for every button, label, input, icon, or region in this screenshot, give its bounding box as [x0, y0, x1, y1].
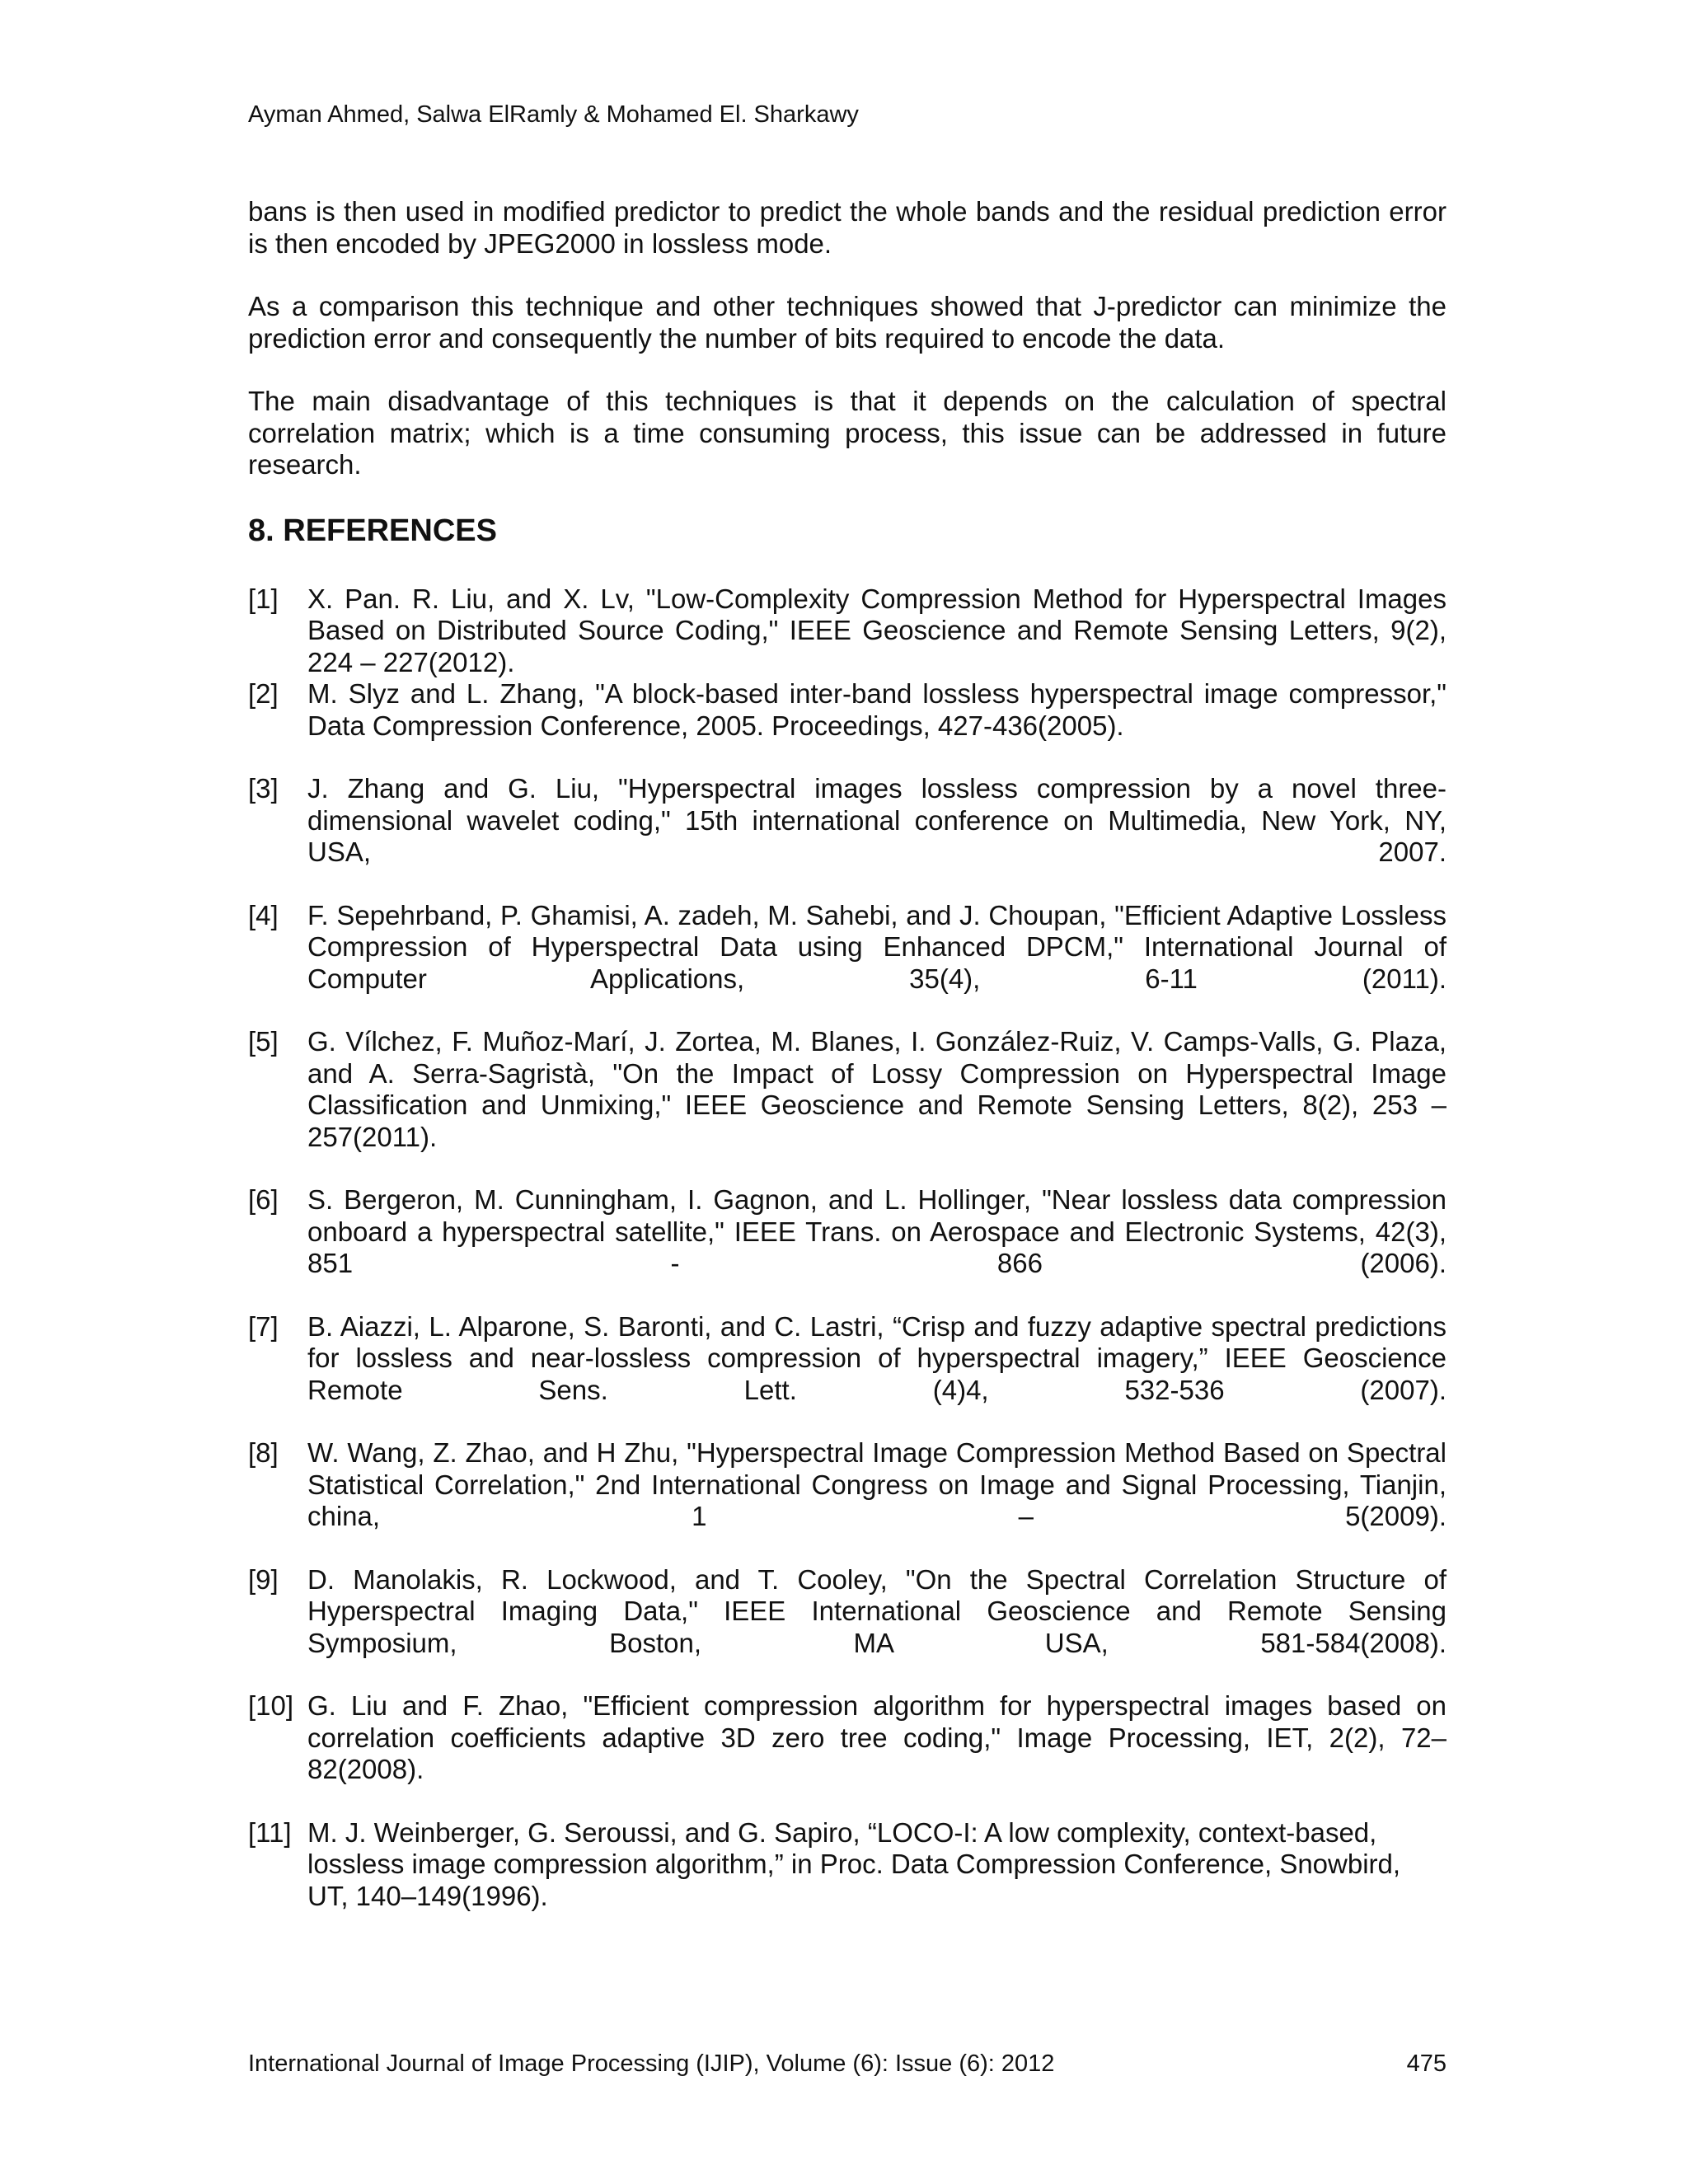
reference-text: F. Sepehrband, P. Ghamisi, A. zadeh, M. Sahebi, and J. Choupan, "Efficient Adaptive Lossless Compression of Hyperspectral Data using Enhanced DPCM," International Journal of Computer Applications, 35(4), 6-11 (2011). [307, 899, 1447, 994]
reference-item [248, 1690, 1447, 1786]
reference-text: B. Aiazzi, L. Alparone, S. Baronti, and C. Lastri, “Crisp and fuzzy adaptive spectral predictions for lossless and near-lossless compression of hyperspectral imagery,” IEEE Geoscience Remote Sens. Lett. (4)4, 532-536 (2007). [307, 1310, 1447, 1405]
reference-item [248, 1184, 1447, 1280]
reference-item [248, 900, 1447, 996]
reference-item [248, 1437, 1447, 1533]
reference-item [248, 1564, 1447, 1660]
reference-text: M. Slyz and L. Zhang, "A block-based inter-band lossless hyperspectral image compressor," Data Compression Conference, 2005. Proceedings, 427-436(2005). [307, 678, 1447, 741]
reference-text: M. J. Weinberger, G. Seroussi, and G. Sapiro, “LOCO-I: A low complexity, context-based, lossless image compression algorithm,” in Proc. Data Compression Conference, Snowbird, UT, 140–149(1996). [307, 1816, 1401, 1911]
body-paragraph: As a comparison this technique and other techniques showed that J-predictor can minimize the prediction error and consequently the number of bits required to encode the data. [248, 291, 1447, 354]
running-header: Ayman Ahmed, Salwa ElRamly & Mohamed El. Sharkawy [248, 101, 859, 128]
references-list [248, 583, 1447, 1913]
reference-item [248, 1026, 1447, 1153]
page-footer [248, 2047, 1447, 2080]
reference-number: [2] [248, 678, 279, 709]
page-number: 475 [1406, 2050, 1447, 2077]
reference-number: [8] [248, 1437, 279, 1468]
reference-number: [9] [248, 1563, 279, 1595]
reference-item [248, 1311, 1447, 1407]
reference-text: J. Zhang and G. Liu, "Hyperspectral images lossless compression by a novel three-dimensional wavelet coding," 15th international conference on Multimedia, New York, NY, USA, 2007. [307, 773, 1447, 867]
reference-number: [6] [248, 1184, 279, 1215]
footer-journal-citation: International Journal of Image Processing (IJIP), Volume (6): Issue (6): 2012 [248, 2050, 1055, 2077]
reference-text: W. Wang, Z. Zhao, and H Zhu, "Hyperspectral Image Compression Method Based on Spectral Statistical Correlation," 2nd International Congress on Image and Signal Processing, Tianjin, china, 1 – 5(2009). [307, 1437, 1447, 1531]
body-paragraph: The main disadvantage of this techniques is that it depends on the calculation of spectral correlation matrix; which is a time consuming process, this issue can be addressed in future research. [248, 386, 1447, 480]
reference-text: S. Bergeron, M. Cunningham, I. Gagnon, and L. Hollinger, "Near lossless data compression onboard a hyperspectral satellite," IEEE Trans. on Aerospace and Electronic Systems, 42(3), 851 - 866 (2006). [307, 1184, 1447, 1278]
reference-item [248, 1817, 1447, 1913]
reference-number: [7] [248, 1310, 279, 1342]
body-paragraph: bans is then used in modified predictor to predict the whole bands and the residual prediction error is then encoded by JPEG2000 in lossless mode. [248, 196, 1447, 259]
reference-number: [11] [248, 1816, 292, 1848]
reference-number: [4] [248, 899, 279, 930]
reference-item [248, 678, 1447, 742]
reference-number: [10] [248, 1690, 294, 1721]
reference-number: [1] [248, 583, 279, 614]
reference-text: G. Vílchez, F. Muñoz-Marí, J. Zortea, M. Blanes, I. González-Ruiz, V. Camps-Valls, G. Plaza, and A. Serra-Sagristà, "On the Impact of Lossy Compression on Hyperspectral Image Classification and Unmixing," IEEE Geoscience and Remote Sensing Letters, 8(2), 253 – 257(2011). [307, 1026, 1447, 1152]
section-heading-references: 8. REFERENCES [248, 513, 497, 548]
page-body [248, 196, 1447, 1943]
reference-text: G. Liu and F. Zhao, "Efficient compression algorithm for hyperspectral images based on correlation coefficients adaptive 3D zero tree coding," Image Processing, IET, 2(2), 72–82(2008). [307, 1690, 1447, 1784]
reference-text: D. Manolakis, R. Lockwood, and T. Cooley, "On the Spectral Correlation Structure of Hyperspectral Imaging Data," IEEE International Geoscience and Remote Sensing Symposium, Boston, MA USA, 581-584(2008). [307, 1563, 1447, 1658]
reference-item [248, 773, 1447, 869]
reference-item [248, 583, 1447, 679]
reference-number: [5] [248, 1026, 279, 1057]
reference-number: [3] [248, 773, 279, 804]
reference-text: X. Pan. R. Liu, and X. Lv, "Low-Complexity Compression Method for Hyperspectral Images Based on Distributed Source Coding," IEEE Geoscience and Remote Sensing Letters, 9(2), 224 – 227(2012). [307, 583, 1447, 677]
